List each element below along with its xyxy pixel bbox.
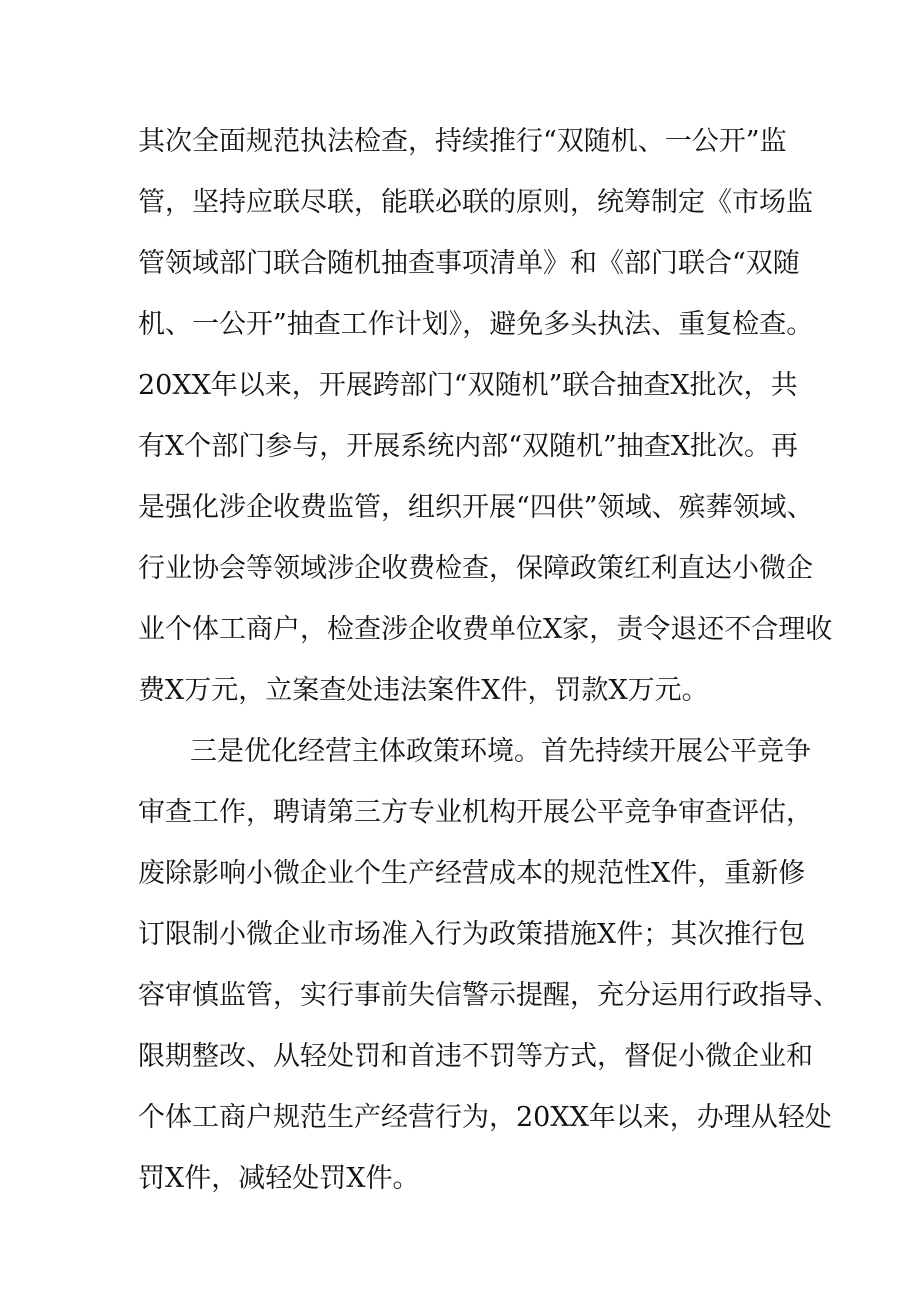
paragraph-1-line: 20XX年以来，开展跨部门“双随机”联合抽查X批次，共	[138, 370, 798, 401]
paragraph-2-line: 容审慎监管，实行事前失信警示提醒，充分运用行政指导、	[138, 980, 840, 1011]
paragraph-2-line: 废除影响小微企业个生产经营成本的规范性X件，重新修	[138, 858, 806, 889]
paragraph-2-line: 三是优化经营主体政策环境。首先持续开展公平竞争	[190, 736, 811, 767]
paragraph-2-line: 订限制小微企业市场准入行为政策措施X件；其次推行包	[138, 919, 806, 950]
paragraph-1-line: 管，坚持应联尽联，能联必联的原则，统筹制定《市场监	[138, 187, 813, 218]
paragraph-2-line: 个体工商户规范生产经营行为，20XX年以来，办理从轻处	[138, 1102, 832, 1133]
paragraph-2-line: 限期整改、从轻处罚和首违不罚等方式，督促小微企业和	[138, 1041, 813, 1072]
paragraph-1-line: 行业协会等领域涉企收费检查，保障政策红利直达小微企	[138, 553, 813, 584]
paragraph-1-line: 机、一公开”抽查工作计划》，避免多头执法、重复检查。	[138, 309, 814, 340]
paragraph-1-line: 管领域部门联合随机抽查事项清单》和《部门联合“双随	[138, 248, 800, 279]
paragraph-1-line: 业个体工商户，检查涉企收费单位X家，责令退还不合理收	[138, 614, 833, 645]
paragraph-1-line: 其次全面规范执法检查，持续推行“双随机、一公开”监	[138, 126, 787, 157]
paragraph-1-line: 是强化涉企收费监管，组织开展“四供”领域、殡葬领域、	[138, 492, 814, 523]
paragraph-1-line: 有X个部门参与，开展系统内部“双随机”抽查X批次。再	[138, 431, 799, 462]
paragraph-2-line: 审查工作，聘请第三方专业机构开展公平竞争审查评估，	[138, 797, 813, 828]
paragraph-1-line: 费X万元，立案查处违法案件X件，罚款X万元。	[138, 675, 709, 706]
paragraph-2-line: 罚X件，减轻处罚X件。	[138, 1163, 420, 1194]
